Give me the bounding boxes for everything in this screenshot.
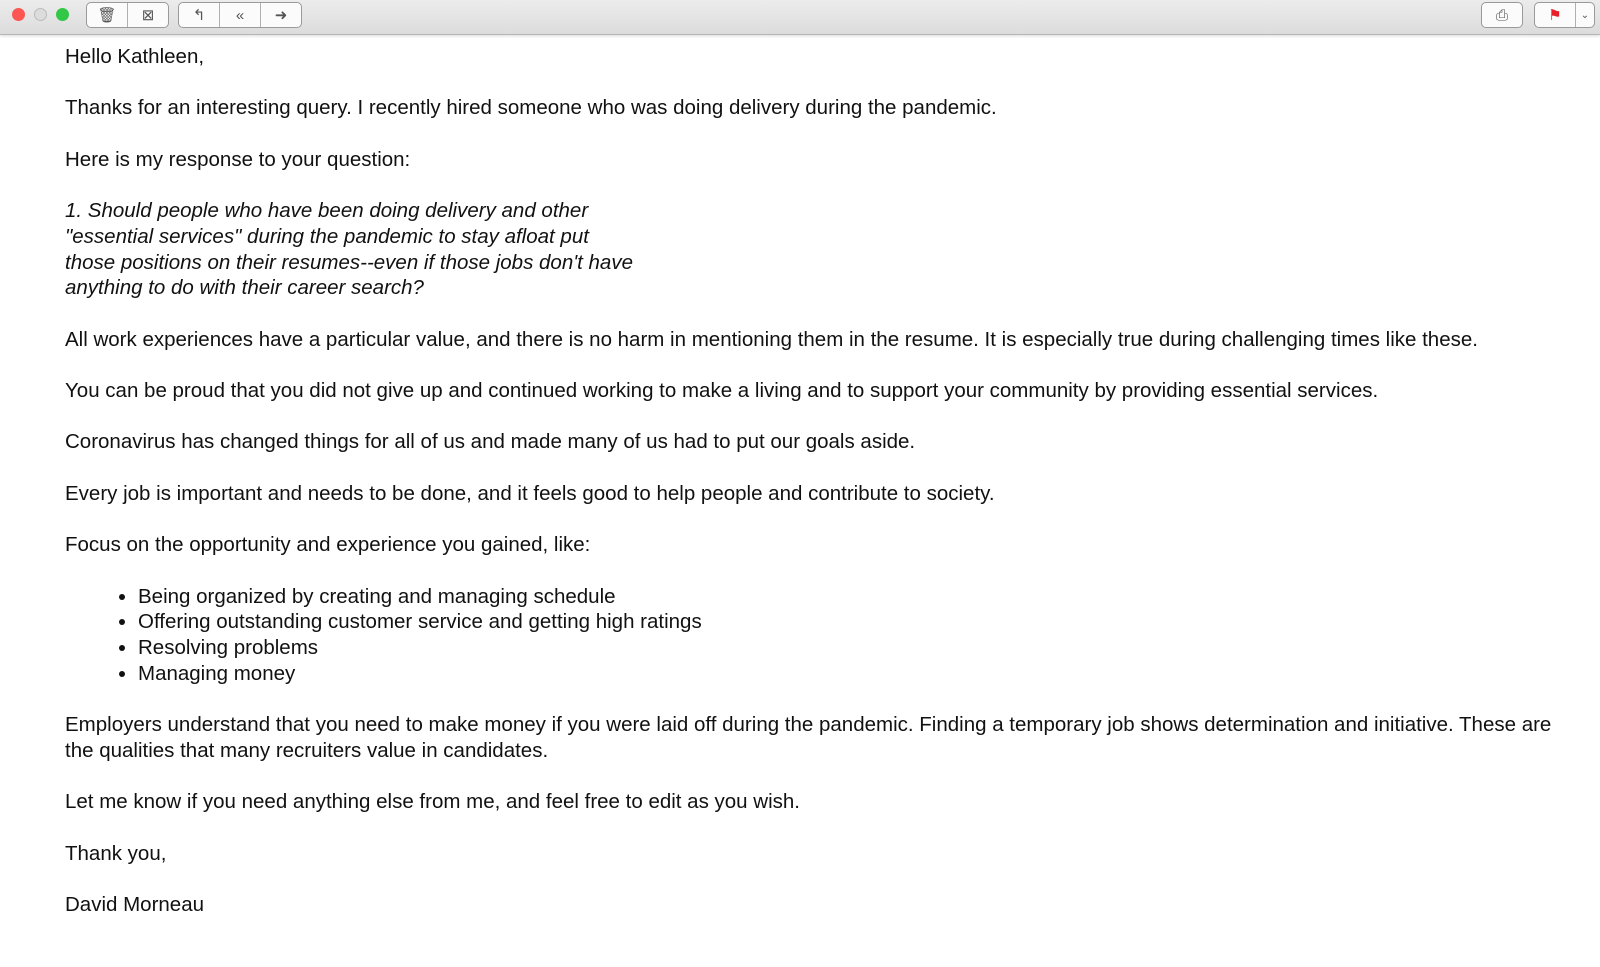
print-icon: ⎙ <box>1495 6 1508 24</box>
quote-line: "essential services" during the pandemic to stay afloat put <box>65 224 589 248</box>
reply-button[interactable] <box>179 3 220 27</box>
list-item: • Resolving problems <box>138 635 1560 661</box>
email-body <box>65 44 1560 943</box>
quote-line: 1. Should people who have been doing delivery and other <box>65 199 589 223</box>
paragraph: Thanks for an interesting query. I recently hired someone who was doing delivery during the pandemic. <box>65 96 997 120</box>
signature: David Morneau <box>65 893 205 916</box>
quote-line: anything to do with their career search? <box>65 276 424 300</box>
junk-button[interactable] <box>128 3 168 27</box>
zoom-window-button[interactable] <box>56 8 69 21</box>
paragraph: Employers understand that you need to make money if you were laid off during the pandemic. Finding a temporary job shows determination and initiative. These are the qualities that many recruiters value in candidates. <box>65 713 1552 762</box>
paragraph: Coronavirus has changed things for all of us and made many of us had to put our goals aside. <box>65 430 916 454</box>
flag-menu-button[interactable] <box>1576 3 1594 27</box>
flag-button[interactable] <box>1535 3 1576 27</box>
chevron-down-icon: ⌄ <box>1580 9 1590 21</box>
forward-button[interactable] <box>261 3 301 27</box>
paragraph: Here is my response to your question: <box>65 147 411 171</box>
reply-icon: ↰ <box>192 7 206 24</box>
paragraph: Every job is important and needs to be done, and it feels good to help people and contribute to society. <box>65 481 995 505</box>
print-button[interactable] <box>1482 3 1522 27</box>
paragraph: All work experiences have a particular value, and there is no harm in mentioning them in the resume. It is especially true during challenging times like these. <box>65 327 1478 351</box>
forward-icon: ➜ <box>274 7 288 24</box>
delete-group <box>86 2 169 28</box>
quoted-question <box>65 198 1560 301</box>
flag-icon: ⚑ <box>1548 7 1562 24</box>
paragraph: Focus on the opportunity and experience you gained, like: <box>65 533 591 557</box>
close-window-button[interactable] <box>12 8 25 21</box>
paragraph: You can be proud that you did not give up and continued working to make a living and to support your community by providing essential services. <box>65 379 1379 403</box>
flag-group <box>1534 2 1595 28</box>
list-item: • Offering outstanding customer service and getting high ratings <box>138 609 1560 635</box>
list-item: • Being organized by creating and managing schedule <box>138 584 1560 610</box>
quote-line: those positions on their resumes--even if those jobs don't have <box>65 250 633 274</box>
junk-icon: ⊠ <box>141 7 155 24</box>
toolbar <box>0 0 1600 35</box>
print-group <box>1481 2 1523 28</box>
bullet-list <box>65 584 1560 687</box>
closing: Thank you, <box>65 841 167 865</box>
trash-icon: 🗑 <box>97 7 117 24</box>
reply-all-button[interactable] <box>220 3 261 27</box>
greeting: Hello Kathleen, <box>65 45 205 68</box>
reply-group <box>178 2 302 28</box>
minimize-window-button[interactable] <box>34 8 47 21</box>
delete-button[interactable] <box>87 3 128 27</box>
reply-all-icon: « <box>235 6 245 24</box>
list-item: • Managing money <box>138 661 1560 687</box>
paragraph: Let me know if you need anything else from me, and feel free to edit as you wish. <box>65 790 800 814</box>
